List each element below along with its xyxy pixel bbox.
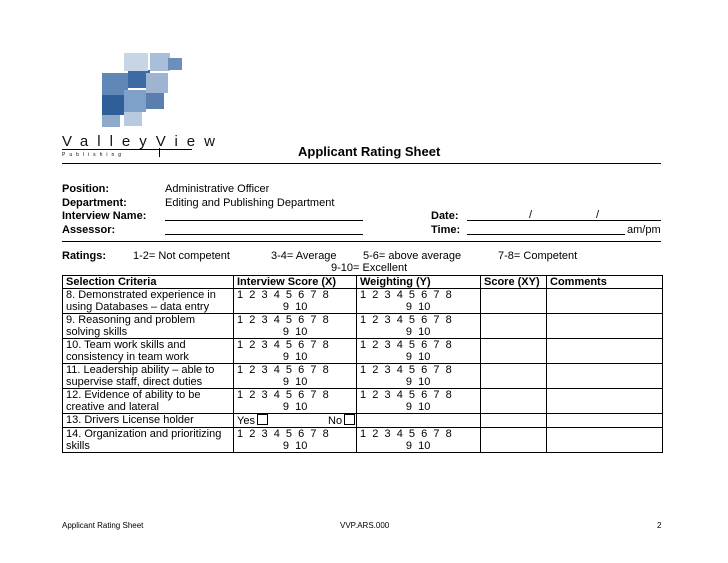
position-value: Administrative Officer bbox=[165, 183, 270, 195]
header-score-xy: Score (XY) bbox=[481, 276, 547, 289]
rating-not-competent: 1-2= Not competent bbox=[133, 250, 230, 262]
header-weighting: Weighting (Y) bbox=[357, 276, 481, 289]
logo-subtitle: Publishing bbox=[62, 152, 126, 158]
rating-above-average: 5-6= above average bbox=[363, 250, 462, 262]
score-xy-cell[interactable] bbox=[481, 414, 547, 428]
weighting-scale[interactable]: 1 2 3 4 5 6 7 8 9 10 bbox=[357, 289, 481, 314]
footer-page-number: 2 bbox=[657, 521, 662, 530]
header-selection-criteria: Selection Criteria bbox=[63, 276, 234, 289]
weighting-scale[interactable]: 1 2 3 4 5 6 7 8 9 10 bbox=[357, 314, 481, 339]
comments-cell[interactable] bbox=[547, 289, 663, 314]
assessor-label: Assessor: bbox=[62, 224, 116, 236]
footer-doc-name: Applicant Rating Sheet bbox=[62, 521, 144, 530]
fields-divider bbox=[62, 241, 661, 242]
table-row bbox=[63, 389, 663, 414]
header-comments: Comments bbox=[547, 276, 663, 289]
time-label: Time: bbox=[431, 224, 461, 236]
comments-cell[interactable] bbox=[547, 339, 663, 364]
table-row bbox=[63, 314, 663, 339]
score-xy-cell[interactable] bbox=[481, 364, 547, 389]
rating-excellent: 9-10= Excellent bbox=[331, 262, 408, 274]
score-xy-cell[interactable] bbox=[481, 389, 547, 414]
assessor-field[interactable] bbox=[165, 224, 363, 235]
criteria-cell: 14. Organization and prioritizing skills bbox=[63, 428, 234, 453]
logo-wordmark: ValleyView bbox=[62, 133, 224, 150]
footer-doc-code: VVP.ARS.000 bbox=[340, 521, 390, 530]
department-value: Editing and Publishing Department bbox=[165, 197, 335, 209]
comments-cell[interactable] bbox=[547, 389, 663, 414]
license-row bbox=[63, 414, 663, 428]
header-interview-score: Interview Score (X) bbox=[234, 276, 357, 289]
document-title: Applicant Rating Sheet bbox=[298, 144, 441, 159]
interview-score-scale[interactable]: 1 2 3 4 5 6 7 8 9 10 bbox=[234, 289, 357, 314]
license-yes-label: Yes bbox=[237, 415, 255, 427]
interview-name-field[interactable] bbox=[165, 210, 363, 221]
date-separator-1: / bbox=[529, 209, 533, 221]
time-suffix: am/pm bbox=[627, 224, 661, 236]
comments-cell[interactable] bbox=[547, 364, 663, 389]
interview-score-scale[interactable]: 1 2 3 4 5 6 7 8 9 10 bbox=[234, 389, 357, 414]
comments-cell[interactable] bbox=[547, 314, 663, 339]
weighting-scale[interactable]: 1 2 3 4 5 6 7 8 9 10 bbox=[357, 339, 481, 364]
time-field[interactable] bbox=[467, 224, 625, 235]
date-label: Date: bbox=[431, 210, 459, 222]
date-field[interactable] bbox=[467, 210, 661, 221]
table-row bbox=[63, 428, 663, 453]
table-row bbox=[63, 364, 663, 389]
department-label: Department: bbox=[62, 197, 127, 209]
table-row bbox=[63, 289, 663, 314]
interview-score-scale[interactable]: 1 2 3 4 5 6 7 8 9 10 bbox=[234, 428, 357, 453]
license-no-checkbox[interactable] bbox=[344, 414, 355, 425]
ratings-label: Ratings: bbox=[62, 250, 106, 262]
valley-view-logo bbox=[62, 48, 224, 160]
score-xy-cell[interactable] bbox=[481, 428, 547, 453]
date-separator-2: / bbox=[596, 209, 600, 221]
interview-score-scale[interactable]: 1 2 3 4 5 6 7 8 9 10 bbox=[234, 364, 357, 389]
interview-score-scale[interactable]: 1 2 3 4 5 6 7 8 9 10 bbox=[234, 314, 357, 339]
license-yes-no-cell bbox=[234, 414, 357, 428]
title-divider bbox=[62, 163, 661, 164]
weighting-cell[interactable] bbox=[357, 414, 481, 428]
position-label: Position: bbox=[62, 183, 110, 195]
criteria-cell: 11. Leadership ability – able to supervise staff, direct duties bbox=[63, 364, 234, 389]
criteria-table bbox=[62, 275, 663, 453]
criteria-cell: 12. Evidence of ability to be creative and lateral bbox=[63, 389, 234, 414]
score-xy-cell[interactable] bbox=[481, 314, 547, 339]
score-xy-cell[interactable] bbox=[481, 339, 547, 364]
rating-competent: 7-8= Competent bbox=[498, 250, 578, 262]
criteria-cell: 10. Team work skills and consistency in team work bbox=[63, 339, 234, 364]
table-row bbox=[63, 339, 663, 364]
weighting-scale[interactable]: 1 2 3 4 5 6 7 8 9 10 bbox=[357, 364, 481, 389]
criteria-cell: 13. Drivers License holder bbox=[63, 414, 234, 428]
interview-score-scale[interactable]: 1 2 3 4 5 6 7 8 9 10 bbox=[234, 339, 357, 364]
criteria-cell: 8. Demonstrated experience in using Databases – data entry bbox=[63, 289, 234, 314]
weighting-scale[interactable]: 1 2 3 4 5 6 7 8 9 10 bbox=[357, 428, 481, 453]
rating-average: 3-4= Average bbox=[271, 250, 337, 262]
license-no-label: No bbox=[328, 415, 343, 427]
comments-cell[interactable] bbox=[547, 428, 663, 453]
comments-cell[interactable] bbox=[547, 414, 663, 428]
table-header-row bbox=[63, 276, 663, 289]
weighting-scale[interactable]: 1 2 3 4 5 6 7 8 9 10 bbox=[357, 389, 481, 414]
interview-name-label: Interview Name: bbox=[62, 210, 147, 222]
score-xy-cell[interactable] bbox=[481, 289, 547, 314]
logo-mosaic-graphic bbox=[62, 48, 197, 138]
criteria-cell: 9. Reasoning and problem solving skills bbox=[63, 314, 234, 339]
license-yes-checkbox[interactable] bbox=[257, 414, 268, 425]
